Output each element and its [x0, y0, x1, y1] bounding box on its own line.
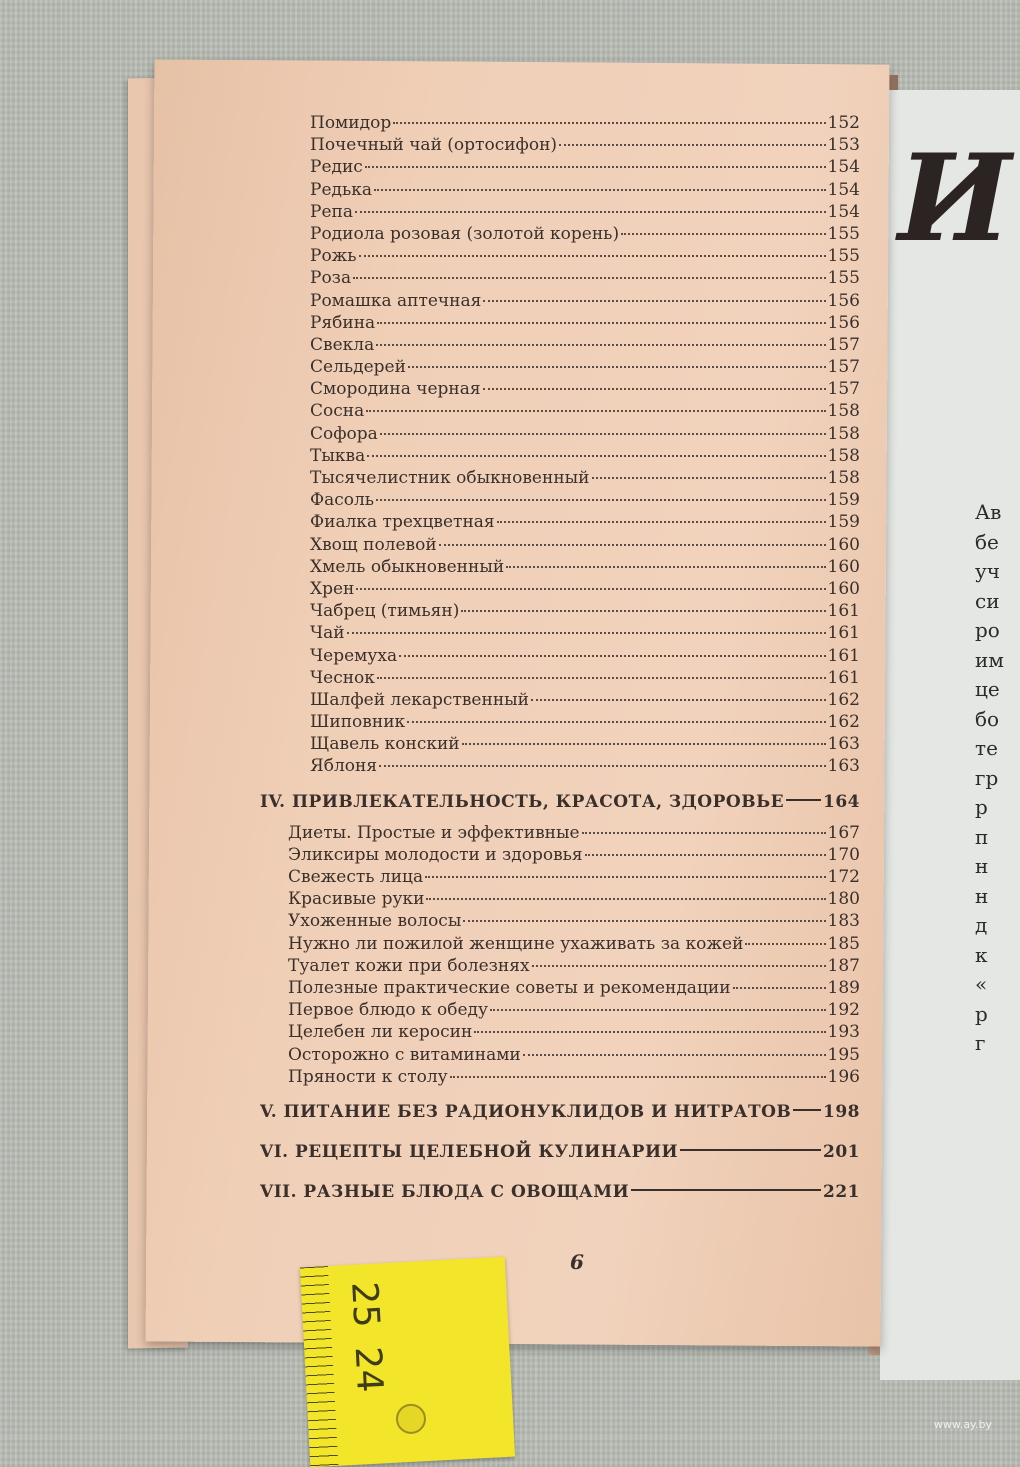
toc-entry-label: Чабрец (тимьян) — [310, 601, 460, 622]
toc-section-label: VII. РАЗНЫЕ БЛЮДА С ОВОЩАМИ — [260, 1181, 630, 1202]
section-leader — [631, 1189, 821, 1191]
dot-leader — [585, 854, 826, 856]
toc-entry — [260, 645, 860, 667]
toc-entry-label: Помидор — [310, 113, 392, 133]
toc-entry — [260, 955, 860, 977]
dot-leader — [497, 521, 826, 523]
dot-leader — [461, 610, 825, 612]
dot-leader — [483, 300, 825, 302]
ruler-mark: 25 — [343, 1280, 387, 1329]
right-page-line: гр — [975, 765, 999, 790]
right-page-text — [975, 498, 1004, 1059]
toc-entry-label: Красивые руки — [288, 889, 425, 910]
dot-leader — [450, 1076, 826, 1078]
toc-entry — [260, 711, 860, 733]
toc-entry — [260, 1044, 860, 1066]
right-page-line: уч — [975, 559, 1000, 583]
toc-entry-page: 159 — [827, 512, 860, 533]
dot-leader — [353, 277, 825, 279]
toc-entry — [260, 822, 860, 844]
toc-entry-label: Хвощ полевой — [310, 534, 437, 555]
right-page-line: п — [975, 824, 989, 849]
toc-entry-page: 155 — [827, 223, 860, 244]
toc-entry — [260, 356, 860, 378]
section-leader — [680, 1149, 821, 1151]
toc-entry — [260, 556, 860, 578]
toc-section — [260, 1132, 860, 1172]
right-page-line: « — [975, 972, 988, 996]
toc-entry — [260, 245, 860, 267]
toc-entry-label: Сосна — [310, 401, 365, 422]
toc-entry-page: 170 — [827, 844, 860, 865]
ruler-ticks — [300, 1266, 338, 1467]
dot-leader — [483, 388, 826, 390]
toc-entry — [260, 223, 860, 245]
toc-entry — [260, 201, 860, 223]
toc-entry-page: 187 — [827, 955, 860, 976]
dot-leader — [425, 876, 825, 878]
toc-entry-page: 159 — [827, 490, 860, 511]
toc-entry-label: Смородина черная — [310, 379, 481, 400]
toc-entry — [260, 888, 860, 910]
right-page-line: к — [975, 942, 988, 967]
toc-entry — [260, 1066, 860, 1088]
dot-leader — [439, 544, 826, 546]
toc-entry-page: 167 — [827, 822, 860, 843]
toc-entry-page: 160 — [827, 578, 860, 599]
dot-leader — [355, 211, 826, 213]
toc-entry-label: Шиповник — [310, 712, 406, 733]
toc-entry — [260, 312, 860, 334]
toc-entry-label: Щавель конский — [310, 734, 460, 755]
toc-entry-label: Целебен ли керосин — [288, 1022, 473, 1043]
toc-entry-label: Осторожно с витаминами — [288, 1044, 521, 1065]
toc-entry-page: 172 — [827, 867, 860, 887]
toc-entry-label: Редис — [310, 157, 363, 178]
dot-leader — [582, 832, 826, 834]
toc-entry-page: 157 — [827, 357, 860, 378]
toc-entry-page: 163 — [827, 734, 860, 755]
toc-entry — [260, 489, 860, 511]
toc-entry — [260, 910, 860, 932]
toc-entry-label: Диеты. Простые и эффективные — [288, 822, 580, 843]
dot-leader — [490, 1009, 826, 1011]
toc-section-page: 198 — [823, 1101, 860, 1122]
toc-entry — [260, 179, 860, 201]
toc-entry-page: 161 — [827, 623, 860, 644]
ruler-mark: 24 — [346, 1345, 390, 1394]
ruler-hole — [395, 1403, 427, 1435]
right-page-line: си — [975, 588, 1000, 613]
dot-leader — [376, 499, 825, 501]
toc-entry-page: 153 — [827, 135, 860, 156]
section-leader — [786, 799, 821, 801]
toc-entry-page: 158 — [827, 401, 860, 422]
toc-entry-page: 160 — [827, 556, 860, 577]
toc-entry — [260, 866, 860, 888]
toc-section — [260, 1172, 860, 1212]
toc-entry-label: Роза — [310, 268, 352, 289]
toc-entry-page: 155 — [827, 246, 860, 267]
toc-entry — [260, 534, 860, 556]
right-page-line: бо — [975, 706, 1000, 731]
toc-entry-label: Чай — [310, 623, 345, 644]
dot-leader — [380, 433, 826, 435]
toc-entry — [260, 134, 860, 156]
toc-entry-label: Первое блюдо к обеду — [288, 1000, 489, 1021]
toc-entry-page: 160 — [827, 534, 860, 555]
dot-leader — [621, 233, 825, 235]
toc-entry-page: 154 — [827, 157, 860, 178]
toc-entry-page: 156 — [827, 312, 860, 333]
toc-entry-page: 192 — [827, 1000, 860, 1021]
toc-entry-page: 161 — [827, 667, 860, 688]
toc-entry-label: Репа — [310, 201, 353, 222]
toc-section-page: 201 — [823, 1141, 860, 1162]
dot-leader — [407, 721, 825, 723]
dot-leader — [399, 655, 825, 657]
toc-entry — [260, 112, 860, 134]
toc-entry-page: 161 — [827, 645, 860, 666]
toc-entry-page: 196 — [827, 1066, 860, 1087]
toc-entry-label: Тыква — [310, 445, 366, 466]
right-page-line: им — [975, 647, 1004, 672]
dot-leader — [408, 366, 826, 368]
right-page-line: д — [975, 913, 988, 937]
toc-entry — [260, 689, 860, 711]
toc-entry-label: Фасоль — [310, 490, 375, 511]
section-leader — [793, 1109, 821, 1111]
page-number: 6 — [570, 1250, 584, 1274]
right-page-title: И — [898, 128, 1008, 269]
dot-leader — [463, 920, 825, 922]
toc-entry-label: Сельдерей — [310, 357, 406, 378]
dot-leader — [592, 477, 826, 479]
toc-entry — [260, 733, 860, 755]
toc-section-page: 221 — [823, 1181, 860, 1202]
toc-entry-label: Черемуха — [310, 645, 398, 666]
ruler — [300, 1257, 515, 1467]
toc-entry-page: 185 — [827, 933, 860, 954]
toc-section-label: IV. ПРИВЛЕКАТЕЛЬНОСТЬ, КРАСОТА, ЗДОРОВЬЕ — [260, 791, 785, 812]
dot-leader — [367, 455, 825, 457]
toc-entry — [260, 933, 860, 955]
toc-entry-label: Чеснок — [310, 667, 375, 688]
toc-entry — [260, 977, 860, 999]
toc-entry — [260, 622, 860, 644]
dot-leader — [347, 632, 826, 634]
toc-entry-label: Хмель обыкновенный — [310, 556, 505, 577]
toc-entry-label: Шалфей лекарственный — [310, 689, 530, 710]
right-page-line: Ав — [975, 500, 1002, 524]
toc-entry — [260, 445, 860, 467]
toc-entry — [260, 667, 860, 689]
toc-entry-label: Полезные практические советы и рекомендации — [288, 977, 731, 998]
toc-entry — [260, 844, 860, 866]
right-page-line: ро — [975, 618, 1000, 642]
toc-entry — [260, 156, 860, 178]
toc-entry-page: 163 — [827, 756, 860, 777]
toc-entry-page: 193 — [827, 1022, 860, 1043]
dot-leader — [359, 255, 826, 257]
toc-entry-page: 157 — [827, 334, 860, 355]
toc-section — [260, 782, 860, 822]
toc-entry-page: 180 — [827, 889, 860, 910]
dot-leader — [426, 898, 825, 900]
toc-entry — [260, 467, 860, 489]
toc-entry-page: 161 — [827, 601, 860, 622]
toc-entry — [260, 755, 860, 777]
toc-entry-label: Ромашка аптечная — [310, 290, 482, 311]
toc-section-page: 164 — [823, 791, 860, 812]
toc-entry-label: Фиалка трехцветная — [310, 512, 495, 533]
table-of-contents — [260, 112, 860, 1212]
toc-entry — [260, 511, 860, 533]
dot-leader — [559, 144, 825, 146]
toc-entry-label: Хрен — [310, 578, 355, 599]
toc-entry — [260, 999, 860, 1021]
toc-entry-page: 155 — [827, 268, 860, 289]
toc-entry-label: Рожь — [310, 246, 357, 267]
dot-leader — [531, 699, 826, 701]
toc-section-label: V. ПИТАНИЕ БЕЗ РАДИОНУКЛИДОВ И НИТРАТОВ — [260, 1101, 792, 1122]
toc-entry-label: Родиола розовая (золотой корень) — [310, 223, 620, 244]
toc-entry-label: Рябина — [310, 312, 376, 333]
toc-entry-label: Яблоня — [310, 756, 378, 777]
toc-entry-page: 158 — [827, 423, 860, 444]
toc-section-label: VI. РЕЦЕПТЫ ЦЕЛЕБНОЙ КУЛИНАРИИ — [260, 1141, 679, 1162]
dot-leader — [474, 1031, 825, 1033]
toc-entry-page: 183 — [827, 911, 860, 932]
toc-entry-label: Эликсиры молодости и здоровья — [288, 844, 583, 865]
toc-entry — [260, 600, 860, 622]
dot-leader — [506, 566, 825, 568]
dot-leader — [532, 965, 826, 967]
right-page — [880, 90, 1020, 1380]
toc-entry — [260, 423, 860, 445]
toc-entry — [260, 378, 860, 400]
toc-entry — [260, 334, 860, 356]
right-page-line: те — [975, 736, 998, 760]
dot-leader — [376, 344, 825, 346]
dot-leader — [379, 765, 825, 767]
dot-leader — [374, 189, 826, 191]
toc-entry-label: Свежесть лица — [288, 867, 424, 887]
toc-entry-page: 154 — [827, 179, 860, 200]
toc-entry-label: Туалет кожи при болезнях — [288, 955, 530, 976]
right-page-line: г — [975, 1031, 986, 1055]
toc-entry-label: Тысячелистник обыкновенный — [310, 468, 590, 488]
toc-entry — [260, 267, 860, 289]
right-page-line: н — [975, 854, 989, 878]
toc-entry-page: 152 — [827, 113, 860, 133]
right-page-line: н — [975, 883, 989, 908]
right-page-line: р — [975, 1001, 988, 1026]
dot-leader — [523, 1054, 826, 1056]
toc-entry — [260, 290, 860, 312]
toc-section — [260, 1092, 860, 1132]
toc-entry — [260, 400, 860, 422]
dot-leader — [393, 122, 825, 124]
toc-entry-label: Пряности к столу — [288, 1066, 448, 1087]
toc-entry-page: 156 — [827, 290, 860, 311]
toc-entry-page: 157 — [827, 379, 860, 400]
right-page-line: бе — [975, 529, 999, 554]
toc-entry-page: 162 — [827, 689, 860, 710]
toc-entry-page: 195 — [827, 1044, 860, 1065]
dot-leader — [356, 588, 825, 590]
dot-leader — [462, 743, 826, 745]
toc-entry-label: Нужно ли пожилой женщине ухаживать за кожей — [288, 933, 744, 954]
toc-entry-label: Софора — [310, 423, 378, 444]
toc-entry-page: 162 — [827, 712, 860, 733]
toc-entry-label: Ухоженные волосы — [288, 911, 462, 932]
toc-entry — [260, 1021, 860, 1043]
dot-leader — [377, 677, 826, 679]
toc-entry — [260, 578, 860, 600]
toc-entry-page: 189 — [827, 977, 860, 998]
toc-entry-page: 158 — [827, 468, 860, 488]
toc-entry-page: 158 — [827, 445, 860, 466]
dot-leader — [366, 410, 825, 412]
toc-entry-page: 154 — [827, 201, 860, 222]
watermark: www.ay.by — [933, 1418, 992, 1431]
dot-leader — [733, 987, 826, 989]
toc-entry-label: Почечный чай (ортосифон) — [310, 135, 558, 156]
right-page-line: р — [975, 795, 988, 819]
dot-leader — [365, 166, 826, 168]
right-page-line: це — [975, 677, 1000, 701]
toc-entry-label: Свекла — [310, 334, 375, 355]
dot-leader — [377, 322, 825, 324]
toc-entry-label: Редька — [310, 179, 372, 200]
dot-leader — [745, 943, 825, 945]
